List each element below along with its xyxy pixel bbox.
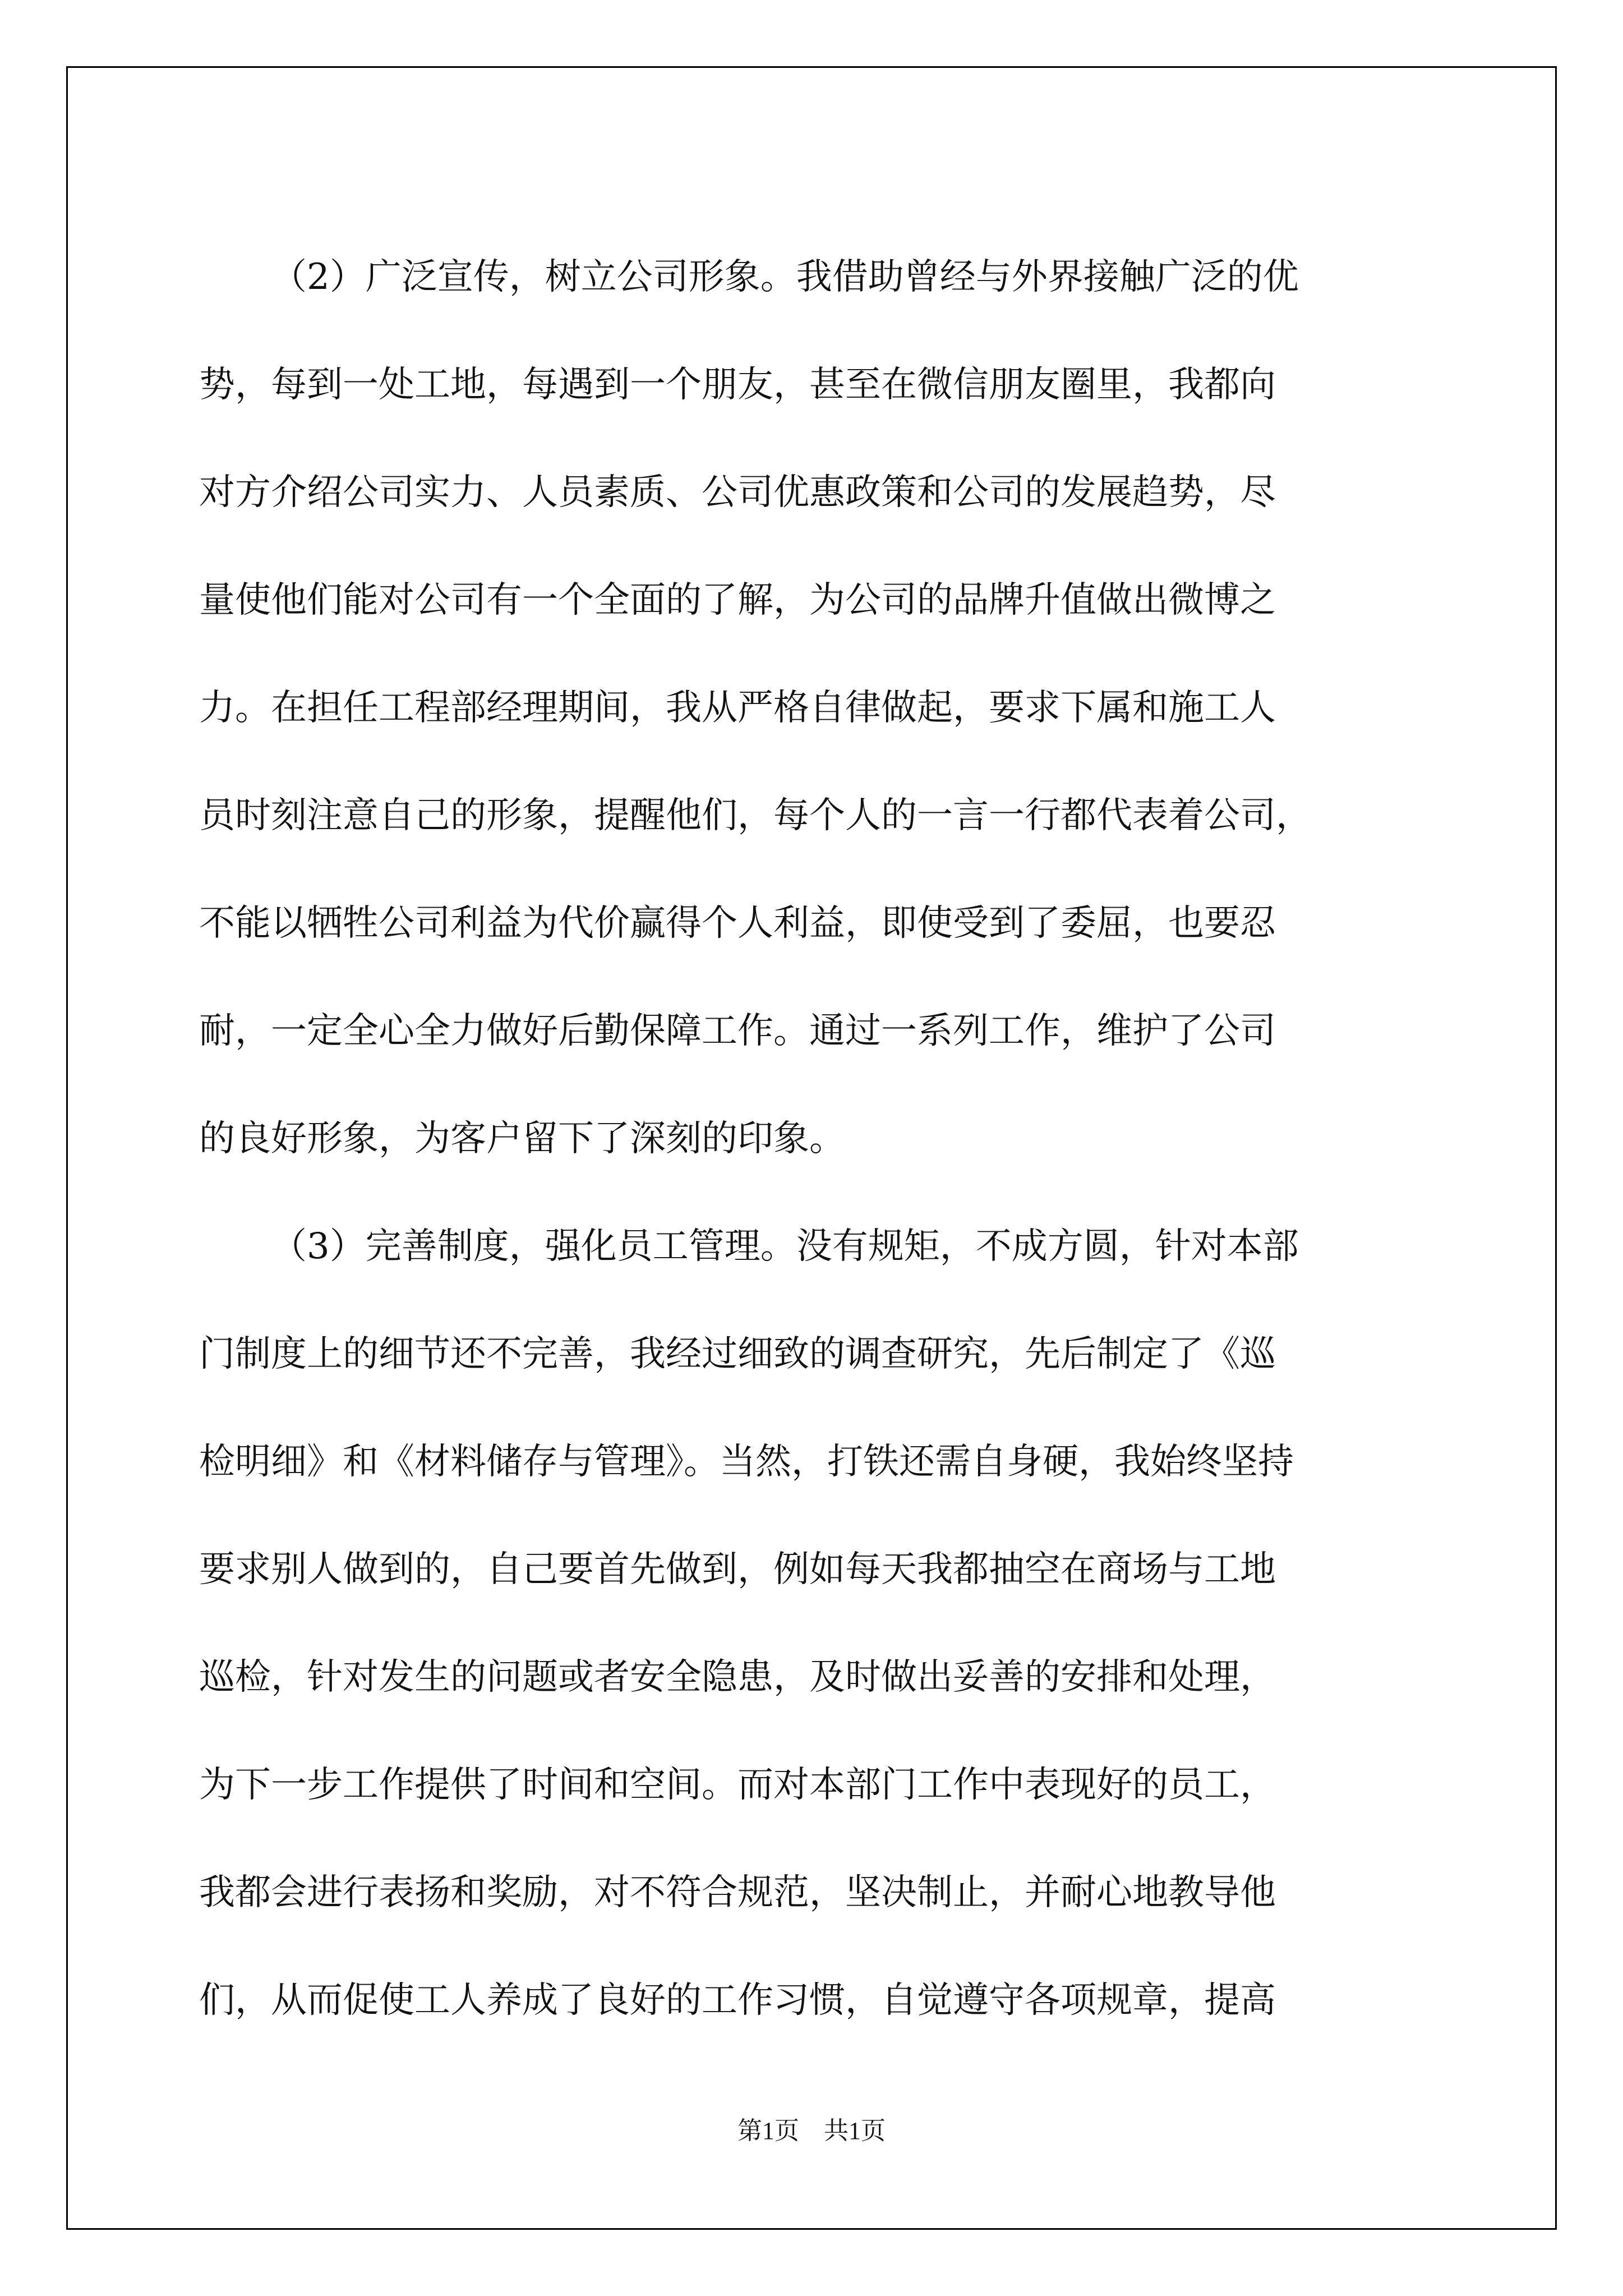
paragraph-2-line-5: 力。在担任工程部经理期间，我从严格自律做起，要求下属和施工人 [199, 687, 1276, 729]
page-number: 第1页 [737, 2117, 799, 2145]
paragraph-3-line-1: （3）完善制度，强化员工管理。没有规矩，不成方圆，针对本部 [271, 1226, 1299, 1267]
paragraph-2-line-2: 势，每到一处工地，每遇到一个朋友，甚至在微信朋友圈里，我都向 [199, 364, 1276, 406]
paragraph-2-line-1: （2）广泛宣传，树立公司形象。我借助曾经与外界接触广泛的优 [271, 256, 1299, 298]
paragraph-3-line-8: 们，从而促使工人养成了良好的工作习惯，自觉遵守各项规章，提高 [199, 1980, 1276, 2021]
paragraph-3-line-3: 检明细》和《材料储存与管理》。当然，打铁还需自身硬，我始终坚持 [199, 1441, 1294, 1483]
paragraph-2-line-4: 量使他们能对公司有一个全面的了解，为公司的品牌升值做出微博之 [199, 579, 1276, 621]
page-footer [0, 2110, 1623, 2146]
document-body [199, 223, 1424, 2054]
page-total: 共1页 [824, 2117, 886, 2145]
paragraph-2-line-3: 对方介绍公司实力、人员素质、公司优惠政策和公司的发展趋势，尽 [199, 472, 1276, 513]
paragraph-2-line-6: 员时刻注意自己的形象，提醒他们，每个人的一言一行都代表着公司， [199, 795, 1312, 836]
paragraph-3-line-4: 要求别人做到的，自己要首先做到，例如每天我都抽空在商场与工地 [199, 1549, 1276, 1590]
paragraph-2-line-9: 的良好形象，为客户留下了深刻的印象。 [199, 1118, 845, 1159]
paragraph-3-line-7: 我都会进行表扬和奖励，对不符合规范，坚决制止，并耐心地教导他 [199, 1872, 1276, 1913]
paragraph-3-line-5: 巡检，针对发生的问题或者安全隐患，及时做出妥善的安排和处理， [199, 1657, 1276, 1698]
paragraph-2-line-7: 不能以牺牲公司利益为代价赢得个人利益，即使受到了委屈，也要忍 [199, 903, 1276, 944]
paragraph-3-line-2: 门制度上的细节还不完善，我经过细致的调查研究，先后制定了《巡 [199, 1333, 1276, 1375]
paragraph-2-line-8: 耐，一定全心全力做好后勤保障工作。通过一系列工作，维护了公司 [199, 1010, 1276, 1052]
paragraph-3-line-6: 为下一步工作提供了时间和空间。而对本部门工作中表现好的员工， [199, 1764, 1276, 1806]
